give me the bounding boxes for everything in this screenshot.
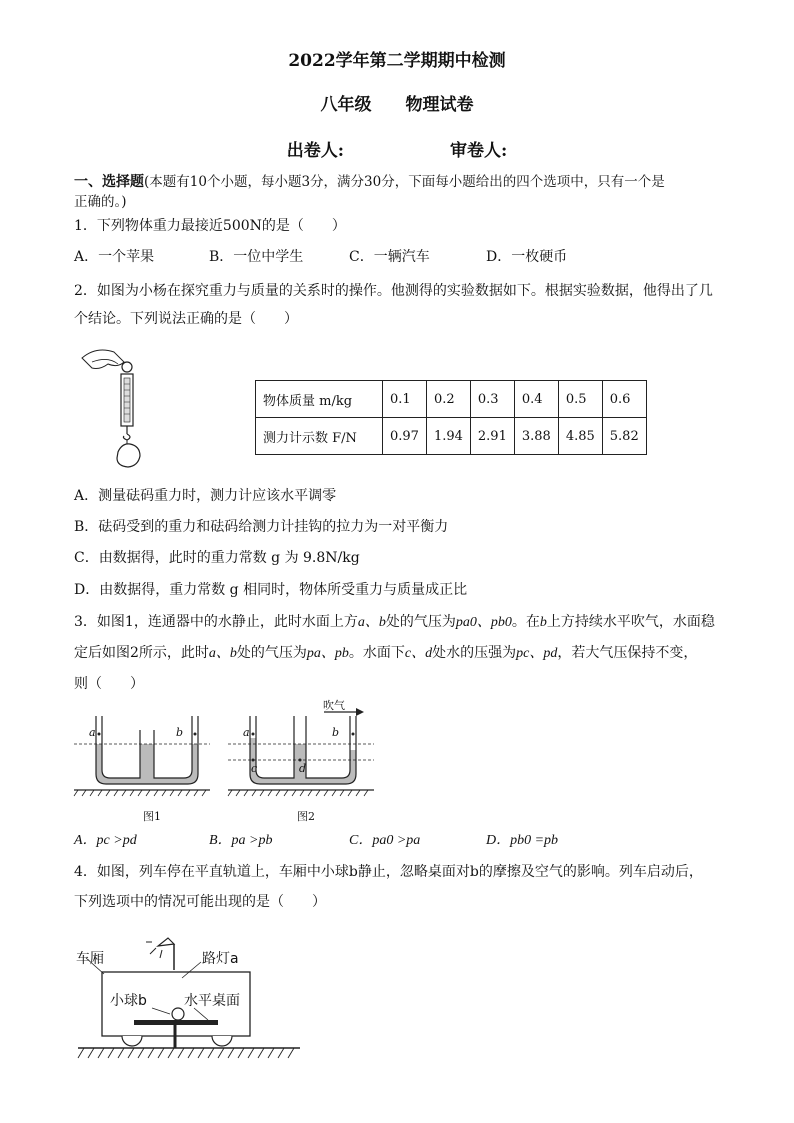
q1-option-d[interactable]: D．一枚硬币 [486,249,568,265]
table-cell: 0.6 [602,381,646,418]
q3-text: 处的气压为 [236,645,307,661]
q3-text: 3．如图1，连通器中的水静止，此时水面上方 [74,614,358,630]
table-cell: 0.5 [558,381,602,418]
author-line [0,136,794,161]
table-cell: 0.97 [383,418,427,455]
section1-note-2: 正确的。) [74,194,127,210]
q3-text: 处水的压强为 [432,645,517,661]
q2-option-d[interactable]: D．由数据得，重力常数 g 相同时，物体所受重力与质量成正比 [74,582,468,598]
q4-stem-2: 下列选项中的情况可能出现的是（ ） [74,894,326,910]
fig2-label-c: c [251,762,258,775]
q3-stem-1 [74,612,715,633]
table-header-mass: 物体质量 m/kg [256,381,383,418]
q3-stem-3: 则（ ） [74,676,144,692]
table-cell: 1.94 [426,418,470,455]
table-cell: 3.88 [514,418,558,455]
label-ball: 小球b [110,993,147,1009]
q3-var: b [539,615,547,630]
q3-text: 。在 [511,614,540,630]
q3-var: pa0、pb0 [455,615,512,630]
q2-stem-1: 2．如图为小杨在探究重力与质量的关系时的操作。他测得的实验数据如下。根据实验数据，他得出了几 [74,283,713,299]
q2-stem-2: 个结论。下列说法正确的是（ ） [74,311,298,327]
author-label: 出卷人: [286,141,345,161]
label-carriage: 车厢 [76,951,104,967]
subject-label: 物理试卷 [405,95,474,115]
q2-data-table [255,380,647,455]
fig1-label-b: b [176,726,184,739]
q3-option-b[interactable]: B．pa >pb [209,833,273,848]
exam-title: 2022学年第二学期期中检测 [288,51,506,71]
reviewer-label: 审卷人: [449,141,508,161]
table-row [256,381,647,418]
fig2-caption: 图2 [297,810,315,823]
label-lamp: 路灯a [202,951,239,967]
q3-var: c、d [404,646,433,661]
fig1-label-a: a [89,726,96,739]
table-cell: 0.1 [383,381,427,418]
grade-label: 八年级 [320,95,372,115]
table-cell: 0.3 [470,381,514,418]
q3-stem-2 [74,643,697,664]
q3-text: 定后如图2所示，此时 [74,645,209,661]
table-row [256,418,647,455]
section1-heading-line [74,172,665,192]
q3-option-d[interactable]: D．pb0 =pb [486,833,559,848]
q3-text: 处的气压为 [385,614,456,630]
q3-var: pa、pb [306,646,349,661]
fig2-label-d: d [299,762,307,775]
q3-var: a、b [357,615,386,630]
q3-option-a[interactable]: A．pc >pd [74,833,137,848]
label-table: 水平桌面 [184,993,240,1009]
fig2-label-a: a [243,726,250,739]
q3-text: 上方持续水平吹气，水面稳 [546,614,715,630]
connected-vessel-fig2 [226,700,376,800]
q2-option-c[interactable]: C．由数据得，此时的重力常数 g 为 9.8N/kg [74,550,360,566]
section1-note: (本题有10个小题，每小题3分，满分30分，下面每小题给出的四个选项中，只有一个是 [144,174,665,190]
table-cell: 4.85 [558,418,602,455]
spring-scale-figure [78,340,158,470]
table-cell: 2.91 [470,418,514,455]
q1-option-b[interactable]: B．一位中学生 [209,249,304,265]
q3-option-c[interactable]: C．pa0 >pa [349,833,421,848]
exam-subtitle [0,90,794,115]
q2-option-b[interactable]: B．砝码受到的重力和砝码给测力计挂钩的拉力为一对平衡力 [74,519,449,535]
q4-stem-1: 4．如图，列车停在平直轨道上，车厢中小球b静止，忽略桌面对b的摩擦及空气的影响。列车启动后， [74,864,703,880]
fig1-caption: 图1 [143,810,161,823]
q3-var: a、b [208,646,237,661]
table-cell: 5.82 [602,418,646,455]
table-header-force: 测力计示数 F/N [256,418,383,455]
q1-option-c[interactable]: C．一辆汽车 [349,249,430,265]
connected-vessel-fig1 [72,700,212,800]
blow-label: 吹气 [323,699,345,712]
q3-var: pc、pd [516,646,558,661]
q2-option-a[interactable]: A．测量砝码重力时，测力计应该水平调零 [74,488,337,504]
q1-option-a[interactable]: A．一个苹果 [74,249,155,265]
q3-text: ，若大气压保持不变， [557,645,698,661]
fig2-label-b: b [332,726,340,739]
q3-text: 。水面下 [348,645,405,661]
section1-heading: 一、选择题 [74,174,144,190]
table-cell: 0.2 [426,381,470,418]
q1-stem: 1．下列物体重力最接近500N的是（ ） [74,218,346,234]
table-cell: 0.4 [514,381,558,418]
